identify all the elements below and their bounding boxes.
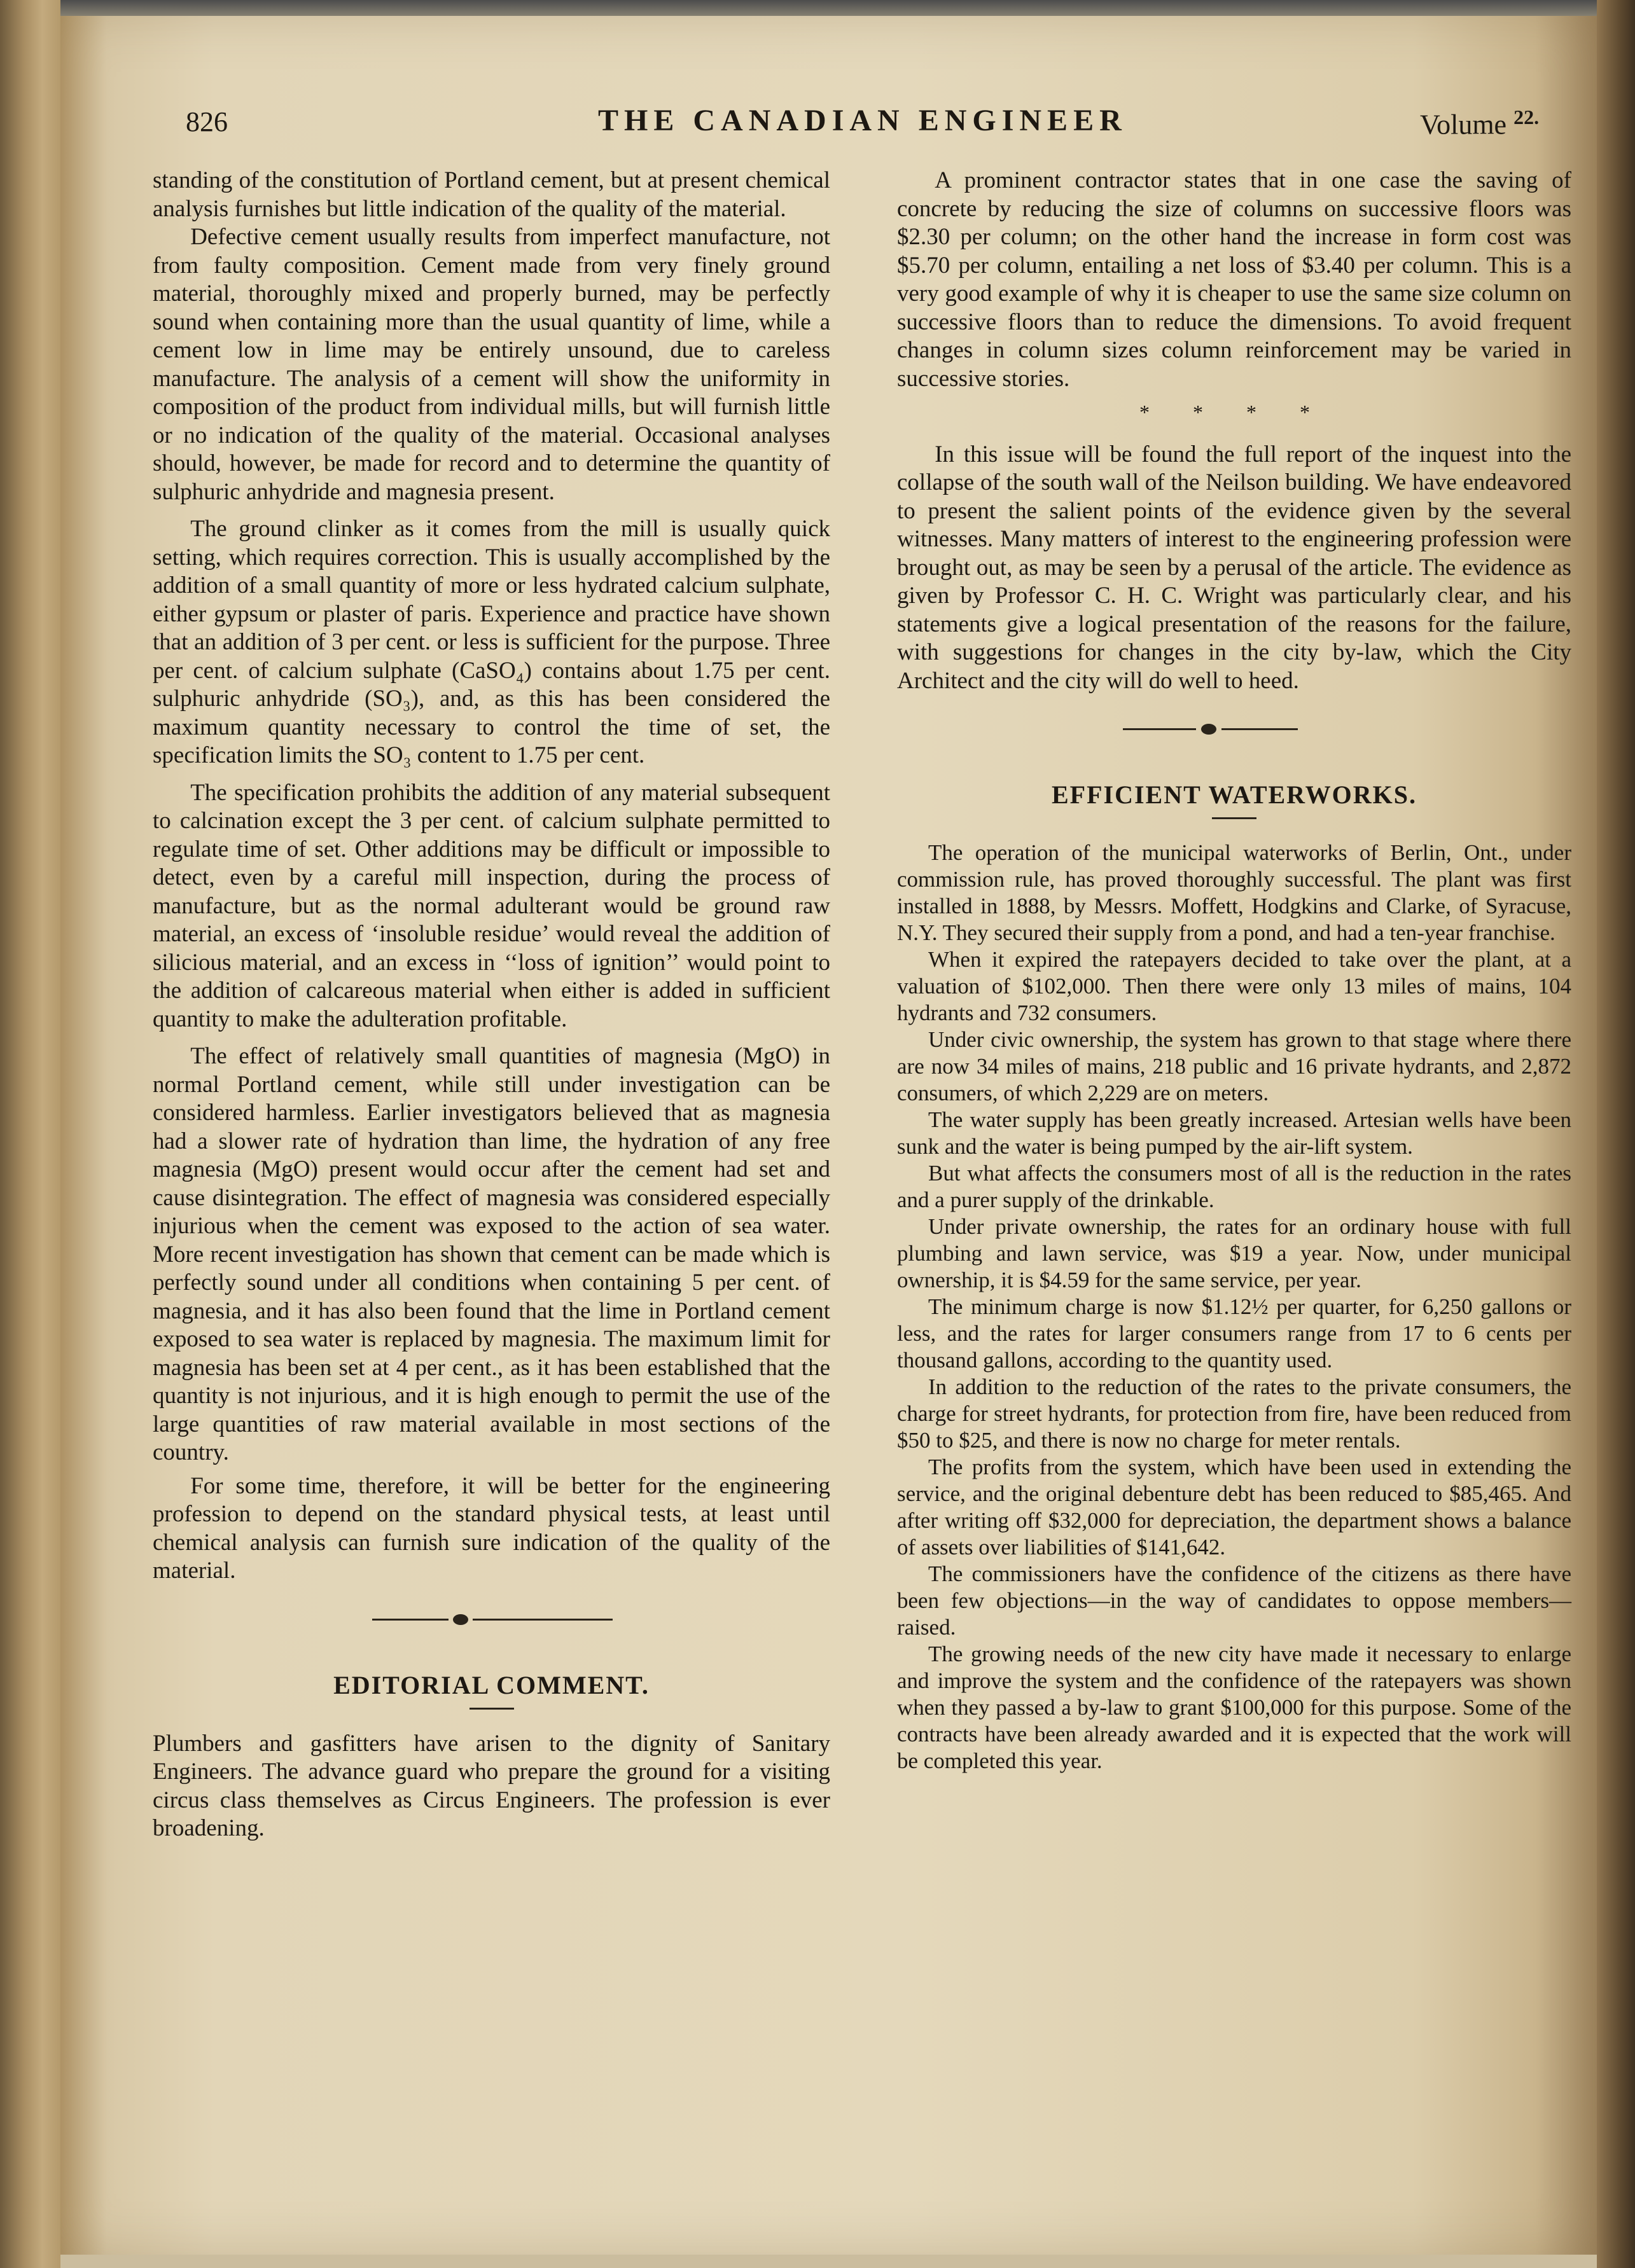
paragraph: The commissioners have the confidence of the citizens as there have been few objections—in the way of candidates to oppose members—raised. xyxy=(897,1561,1571,1640)
paragraph: Under private ownership, the rates for an ordinary house with full plumbing and lawn service, was $19 a year. Now, under municipal ownership, it is $4.59 for the same service, per year. xyxy=(897,1214,1571,1292)
right-column xyxy=(897,167,1571,1774)
paragraph: The specification prohibits the addition of any material subsequent to calcination except the 3 per cent. of calcium sulphate permitted to regulate time of set. Other additions may be difficult or impossible to detect, even by a careful mill inspection, during the process of manufacture, but as the normal adulterant would be ground raw material, an excess of ‘insoluble residue’ would reveal the addition of silicious material, and an excess in ‘‘loss of ignition’’ would point to the addition of calcareous material when either is added in sufficient quantity to make the adulteration profitable. xyxy=(153,779,830,1032)
waterworks-article xyxy=(897,840,1571,1774)
heading-rule xyxy=(1212,817,1256,819)
book-page-stack-right xyxy=(1597,0,1635,2268)
paragraph: Defective cement usually results from imperfect manufacture, not from faulty composition. Cement made from very finely ground material, thoroughly mixed and properly burned, may be perfectly sound when containing more than the usual quantity of lime, while a cement low in lime may be entirely unsound, due to careless manufacture. The analysis of a cement will show the uniformity in composition of the product from individual mills, but will furnish little or no indication of the quality of the material. Occasional analyses should, however, be made for record and to determine the quantity of sulphuric anhydride and magnesia present. xyxy=(153,224,830,505)
volume-label xyxy=(1420,106,1539,141)
page-number: 826 xyxy=(186,106,228,137)
volume-word: Volume xyxy=(1420,109,1507,141)
ornament-line-right xyxy=(1221,728,1298,730)
ornament-center xyxy=(1201,724,1216,735)
paragraph: The water supply has been greatly increased. Artesian wells have been sunk and the water is being pumped by the air-lift system. xyxy=(897,1107,1571,1159)
page-header xyxy=(0,95,1635,146)
paragraph: For some time, therefore, it will be better for the engineering profession to depend on the standard physical tests, at least until chemical analysis can furnish sure indication of the quality of the material. xyxy=(153,1472,830,1584)
editorial-paragraph: Plumbers and gasfitters have arisen to the dignity of Sanitary Engineers. The advance guard who prepare the ground for a visiting circus class themselves as Circus Engineers. The profession is ever broadening. xyxy=(153,1730,830,1841)
paragraph: When it expired the ratepayers decided to take over the plant, at a valuation of $102,000. Then there were only 13 miles of mains, 104 hydrants and 732 consumers. xyxy=(897,947,1571,1025)
star-separator: * * * * xyxy=(1139,401,1329,424)
ornament-line-left xyxy=(1123,728,1196,730)
journal-title: THE CANADIAN ENGINEER xyxy=(598,104,1127,137)
paragraph: The ground clinker as it comes from the mill is usually quick setting, which requires correction. This is usually accomplished by the addition of a small quantity of more or less hydrated calcium sulphate, either gypsum or plaster of paris. Experience and practice have shown that an addition of 3 per cent. or less is sufficient for the purpose. Three per cent. of calcium sulphate (CaSO₄) contains about 1.75 per cent. sulphuric anhydride (SO₃), and, as this has been considered the maximum quantity necessary to control the time of set, the specification limits the SO₃ content to 1.75 per cent. xyxy=(153,516,830,768)
paragraph: A prominent contractor states that in one case the saving of concrete by reducing the size of columns on successive floors was $2.30 per column; on the other hand the increase in form cost was $5.70 per column, entailing a net loss of $3.40 per column. This is a very good example of why it is cheaper to use the same size column on successive floors than to reduce the dimensions. To avoid frequent changes in column sizes column reinforcement may be varied in successive stories. xyxy=(897,167,1571,392)
paragraph: Under civic ownership, the system has grown to that stage where there are now 34 miles of mains, 218 public and 16 private hydrants, and 2,872 consumers, of which 2,229 are on meters. xyxy=(897,1027,1571,1105)
section-ornament xyxy=(897,719,1571,738)
paragraph: The minimum charge is now $1.12½ per quarter, for 6,250 gallons or less, and the rates for larger consumers range from 17 to 6 cents per thousand gallons, according to the quantity used. xyxy=(897,1294,1571,1373)
paragraph: standing of the constitution of Portland cement, but at present chemical analysis furnishes but little indication of the quality of the material. xyxy=(153,167,830,222)
top-edge-band xyxy=(0,0,1635,18)
ornament-line-right xyxy=(473,1619,613,1621)
ornament-line-left xyxy=(372,1619,449,1621)
paragraph: The growing needs of the new city have made it necessary to enlarge and improve the system and the confidence of the ratepayers was shown when they passed a by-law to grant $100,000 for this purpose. Some of the contracts have been already awarded and it is expected that the work will be completed this year. xyxy=(897,1642,1571,1773)
left-column xyxy=(153,167,830,1843)
paragraph: But what affects the consumers most of all is the reduction in the rates and a purer supply of the drinkable. xyxy=(897,1161,1571,1212)
section-ornament xyxy=(153,1610,830,1629)
paragraph: In this issue will be found the full report of the inquest into the collapse of the south wall of the Neilson building. We have endeavored to present the salient points of the evidence given by the several witnesses. Many matters of interest to the engineering profession were brought out, as may be seen by a perusal of the article. The evidence as given by Professor C. H. C. Wright was particularly clear, and his statements give a logical presentation of the reasons for the failure, with suggestions for changes in the city by-law, which the City Architect and the city will do well to heed. xyxy=(897,441,1571,694)
book-spine-left xyxy=(0,0,60,2268)
editorial-heading: EDITORIAL COMMENT. xyxy=(333,1670,650,1699)
paragraph: The operation of the municipal waterworks of Berlin, Ont., under commission rule, has proved thoroughly successful. The plant was first installed in 1888, by Messrs. Moffett, Hodgkins and Clarke, of Syracuse, N.Y. They secured their supply from a pond, and had a ten-year franchise. xyxy=(897,840,1571,945)
volume-number: 22. xyxy=(1513,106,1540,128)
ornament-center xyxy=(453,1614,468,1625)
paragraph: The effect of relatively small quantities of magnesia (MgO) in normal Portland cement, while still under investigation can be considered harmless. Earlier investigators believed that as magnesia had a slower rate of hydration than lime, the hydration of any free magnesia (MgO) present would occur after the cement had set and cause disintegration. The effect of magnesia was considered especially injurious when the cement was exposed to the action of sea water. More recent investigation has shown that cement can be made which is perfectly sound under all conditions when containing 5 per cent. of magnesia, and it has also been found that the lime in Portland cement exposed to sea water is replaced by magnesia. The maximum limit for magnesia has been set at 4 per cent., as it has been established that the quantity is not injurious, and it is high enough to permit the use of the large quantities of raw material available in most sections of the country. xyxy=(153,1043,830,1465)
heading-rule xyxy=(470,1708,514,1710)
paragraph: In addition to the reduction of the rates to the private consumers, the charge for street hydrants, for protection from fire, have been reduced from $50 to $25, and there is now no charge for meter rentals. xyxy=(897,1374,1571,1453)
waterworks-heading: EFFICIENT WATERWORKS. xyxy=(1051,780,1417,809)
paragraph: The profits from the system, which have been used in extending the service, and the original debenture debt has been reduced to $85,465. And after writing off $32,000 for depreciation, the department shows a balance of assets over liabilities of $141,642. xyxy=(897,1455,1571,1559)
